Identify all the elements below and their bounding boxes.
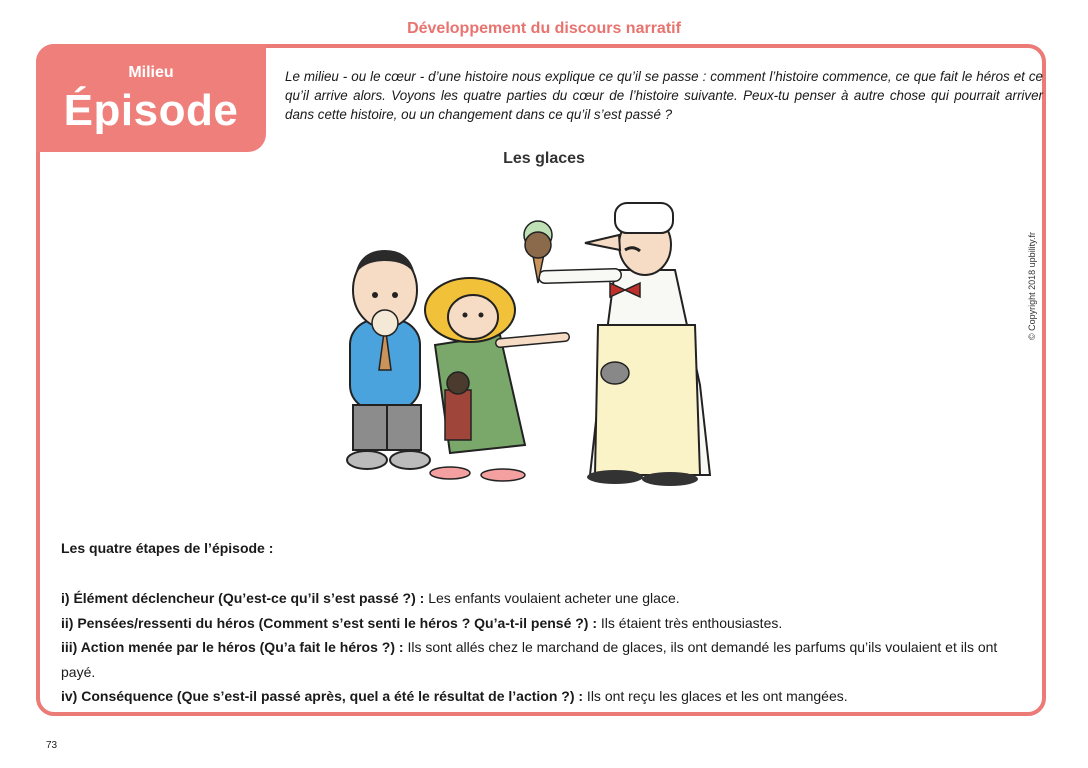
step-item [61, 586, 1021, 611]
tab-subtitle: Milieu [128, 64, 174, 81]
step-item [61, 635, 1021, 684]
section-title: Développement du discours narratif [407, 20, 681, 37]
vendor-figure [545, 203, 710, 486]
girl-figure [425, 278, 565, 481]
boy-figure [347, 250, 430, 469]
story-title: Les glaces [503, 150, 585, 167]
intro-paragraph: Le milieu - ou le cœur - d’une histoire nous explique ce qu’il se passe : comment l’histoire commence, ce que fait le héros et ce qu’il arrive alors. Voyons les quatre parties du cœur de l’histoire suivante. Peux-tu penser à autre chose qui pourrait arriver dans cette histoire, ou un changement dans ce qu’il s’est passé ? [285, 69, 1043, 122]
ice-cream-illustration [315, 195, 735, 495]
step-label: iii) Action menée par le héros (Qu’a fait le héros ?) : [61, 639, 404, 655]
step-text: Ils sont allés chez le marchand de glaces, ils ont demandé les parfums qu’ils voulaient et ils ont payé. [61, 639, 998, 680]
step-label: i) Élément déclencheur (Qu’est-ce qu’il s’est passé ?) : [61, 590, 425, 606]
step-text: Les enfants voulaient acheter une glace. [424, 590, 680, 606]
step-text: Ils ont reçu les glaces et les ont mangées. [583, 688, 848, 704]
steps-heading: Les quatre étapes de l’épisode : [61, 540, 274, 556]
episode-tab [36, 44, 266, 152]
step-label: iv) Conséquence (Que s’est-il passé après, quel a été le résultat de l’action ?) : [61, 688, 584, 704]
step-item [61, 611, 1021, 636]
steps-list [61, 586, 1021, 709]
step-label: ii) Pensées/ressenti du héros (Comment s’est senti le héros ? Qu’a-t-il pensé ?) : [61, 614, 598, 631]
copyright-notice: © Copyright 2018 upbility.fr [1027, 231, 1037, 340]
step-text: Ils étaient très enthousiastes. [597, 614, 783, 631]
tab-title: Épisode [63, 86, 239, 135]
step-item [61, 684, 1021, 709]
page-number: 73 [46, 740, 58, 751]
